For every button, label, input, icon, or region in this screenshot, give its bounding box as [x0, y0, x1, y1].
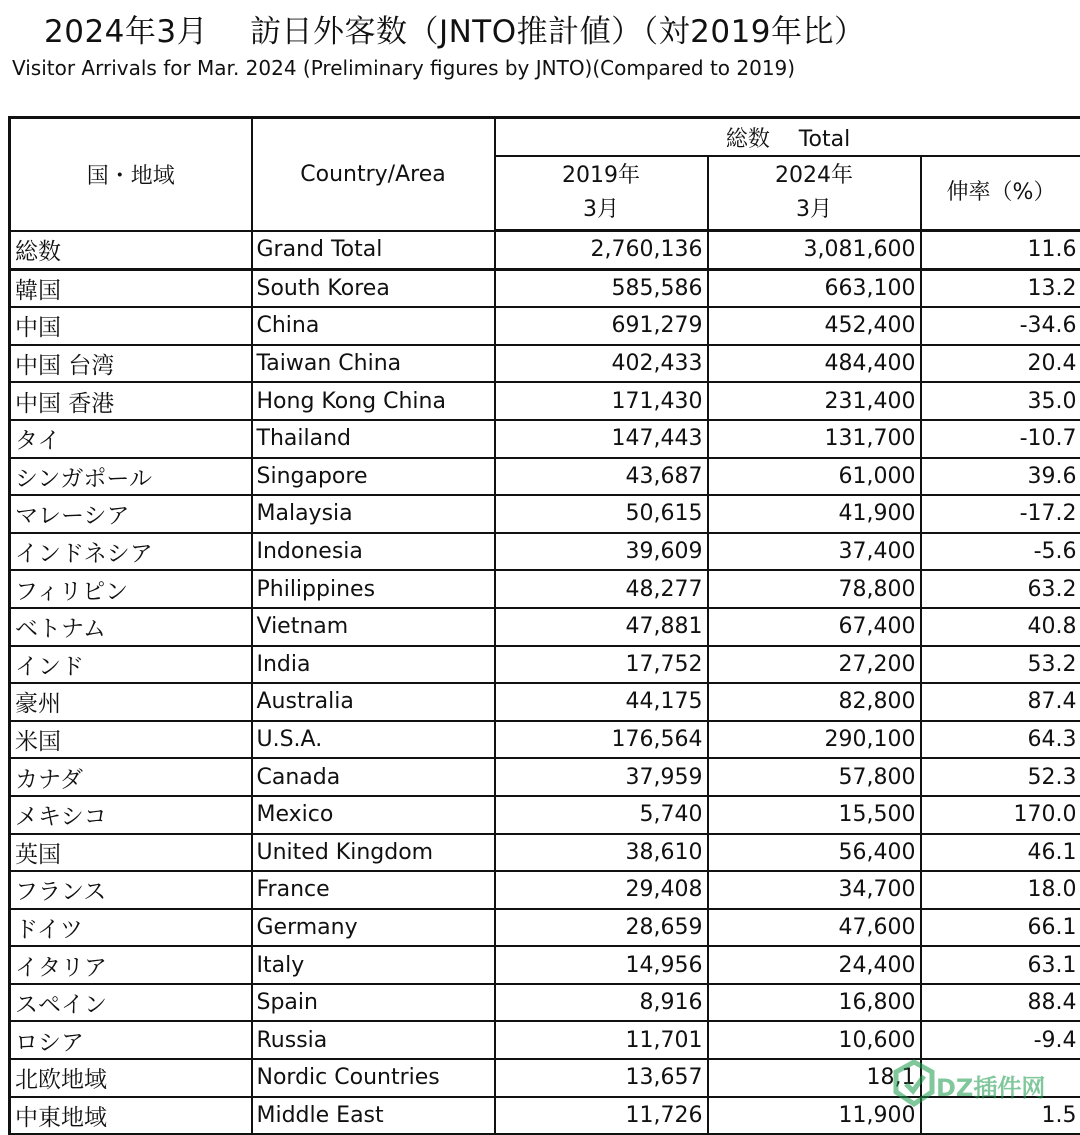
cell-2024-march: 231,400 [708, 382, 921, 420]
cell-country-ja: 中東地域 [10, 1097, 252, 1135]
table-row [10, 307, 1080, 345]
cell-country-ja: メキシコ [10, 796, 252, 834]
cell-2019-march: 8,916 [495, 984, 708, 1022]
cell-country-ja: マレーシア [10, 495, 252, 533]
cell-growth-rate: 53.2 [921, 646, 1080, 684]
cell-growth-rate: -9.4 [921, 1021, 1080, 1059]
cell-country-en: U.S.A. [252, 721, 495, 759]
table-row [10, 420, 1080, 458]
cell-2019-march: 176,564 [495, 721, 708, 759]
cell-2019-march: 691,279 [495, 307, 708, 345]
cell-2019-march: 11,726 [495, 1097, 708, 1135]
cell-2024-march: 663,100 [708, 269, 921, 307]
cell-country-en: France [252, 871, 495, 909]
cell-2019-march: 11,701 [495, 1021, 708, 1059]
table-row [10, 909, 1080, 947]
table-row [10, 269, 1080, 307]
cell-country-en: Spain [252, 984, 495, 1022]
cell-2024-march: 37,400 [708, 533, 921, 571]
cell-2024-march: 15,500 [708, 796, 921, 834]
cell-growth-rate: 88.4 [921, 984, 1080, 1022]
cell-2019-march: 43,687 [495, 458, 708, 496]
watermark-text: DZ插件网 [936, 1068, 1045, 1103]
cell-2019-march: 171,430 [495, 382, 708, 420]
table-row [10, 345, 1080, 383]
header-2019 [495, 156, 708, 231]
cell-2024-march: 290,100 [708, 721, 921, 759]
cell-2019-march: 39,609 [495, 533, 708, 571]
cell-country-en: Philippines [252, 570, 495, 608]
cell-country-ja: 総数 [10, 231, 252, 270]
table-row [10, 646, 1080, 684]
cell-country-ja: 米国 [10, 721, 252, 759]
cell-country-en: Singapore [252, 458, 495, 496]
cell-2019-march: 14,956 [495, 946, 708, 984]
cell-country-en: United Kingdom [252, 834, 495, 872]
table-row [10, 458, 1080, 496]
cell-2024-march: 3,081,600 [708, 231, 921, 270]
cell-2019-march: 47,881 [495, 608, 708, 646]
cell-country-en: Canada [252, 758, 495, 796]
table-row [10, 231, 1080, 270]
cell-country-ja: シンガポール [10, 458, 252, 496]
cell-2019-march: 17,752 [495, 646, 708, 684]
page-subtitle: Visitor Arrivals for Mar. 2024 (Preliminary figures by JNTO)(Compared to 2019) [12, 56, 795, 80]
table-row [10, 1021, 1080, 1059]
cell-country-en: Thailand [252, 420, 495, 458]
table-row [10, 871, 1080, 909]
cell-country-ja: カナダ [10, 758, 252, 796]
cell-2024-march: 47,600 [708, 909, 921, 947]
cell-country-en: Vietnam [252, 608, 495, 646]
cell-2024-march: 56,400 [708, 834, 921, 872]
cell-2019-march: 48,277 [495, 570, 708, 608]
cell-2024-march: 10,600 [708, 1021, 921, 1059]
header-2024-year: 2024年 [709, 159, 920, 193]
cell-country-ja: ロシア [10, 1021, 252, 1059]
cell-2019-march: 29,408 [495, 871, 708, 909]
cell-country-en: Grand Total [252, 231, 495, 270]
cell-2024-march: 11,900 [708, 1097, 921, 1135]
cell-growth-rate: 87.4 [921, 683, 1080, 721]
cell-growth-rate: 170.0 [921, 796, 1080, 834]
cell-2024-march: 484,400 [708, 345, 921, 383]
table-row [10, 382, 1080, 420]
cell-2019-march: 38,610 [495, 834, 708, 872]
cell-country-en: Italy [252, 946, 495, 984]
cell-2024-march: 41,900 [708, 495, 921, 533]
cell-2019-march: 2,760,136 [495, 231, 708, 270]
cell-country-en: Germany [252, 909, 495, 947]
cell-growth-rate: 64.3 [921, 721, 1080, 759]
cell-country-ja: フランス [10, 871, 252, 909]
cell-country-en: Australia [252, 683, 495, 721]
table-row [10, 721, 1080, 759]
cell-2019-march: 402,433 [495, 345, 708, 383]
watermark [892, 1058, 1072, 1118]
cell-country-en: Taiwan China [252, 345, 495, 383]
cell-growth-rate: 66.1 [921, 909, 1080, 947]
header-2019-month: 3月 [496, 193, 707, 227]
cell-country-ja: 中国 [10, 307, 252, 345]
cell-country-ja: 英国 [10, 834, 252, 872]
cell-2024-march: 452,400 [708, 307, 921, 345]
cell-country-en: Hong Kong China [252, 382, 495, 420]
table-row [10, 946, 1080, 984]
cell-growth-rate: 40.8 [921, 608, 1080, 646]
cell-growth-rate: 18.0 [921, 871, 1080, 909]
cell-growth-rate: 63.2 [921, 570, 1080, 608]
cell-growth-rate: 46.1 [921, 834, 1080, 872]
header-2019-year: 2019年 [496, 159, 707, 193]
cell-2019-march: 28,659 [495, 909, 708, 947]
table-row [10, 834, 1080, 872]
cell-country-ja: フィリピン [10, 570, 252, 608]
cell-2024-march: 131,700 [708, 420, 921, 458]
cell-2024-march: 27,200 [708, 646, 921, 684]
table-row [10, 533, 1080, 571]
cell-country-en: China [252, 307, 495, 345]
cell-2019-march: 37,959 [495, 758, 708, 796]
cell-growth-rate: -5.6 [921, 533, 1080, 571]
cell-country-ja: インドネシア [10, 533, 252, 571]
cell-country-ja: 豪州 [10, 683, 252, 721]
cell-country-ja: 北欧地域 [10, 1059, 252, 1097]
cell-growth-rate: -34.6 [921, 307, 1080, 345]
cell-country-ja: ドイツ [10, 909, 252, 947]
cell-growth-rate: 13.2 [921, 269, 1080, 307]
cell-country-ja: ベトナム [10, 608, 252, 646]
header-total-group: 総数 Total [495, 118, 1080, 157]
cell-growth-rate: 11.6 [921, 231, 1080, 270]
cell-country-en: Indonesia [252, 533, 495, 571]
table-row [10, 758, 1080, 796]
cell-growth-rate: 39.6 [921, 458, 1080, 496]
cell-2024-march: 18,1 [708, 1059, 921, 1097]
cell-2019-march: 5,740 [495, 796, 708, 834]
table-row [10, 984, 1080, 1022]
cell-country-ja: 中国 台湾 [10, 345, 252, 383]
cell-country-en: Malaysia [252, 495, 495, 533]
cell-growth-rate: 52.3 [921, 758, 1080, 796]
cell-2024-march: 24,400 [708, 946, 921, 984]
cell-2019-march: 147,443 [495, 420, 708, 458]
cell-2024-march: 34,700 [708, 871, 921, 909]
cell-growth-rate: 35.0 [921, 382, 1080, 420]
cell-2019-march: 13,657 [495, 1059, 708, 1097]
cell-country-ja: タイ [10, 420, 252, 458]
header-2024-month: 3月 [709, 193, 920, 227]
cell-2024-march: 67,400 [708, 608, 921, 646]
header-2024 [708, 156, 921, 231]
visitor-arrivals-table [8, 116, 1080, 1135]
cell-country-en: Middle East [252, 1097, 495, 1135]
cell-2024-march: 78,800 [708, 570, 921, 608]
table-row [10, 495, 1080, 533]
cell-2024-march: 61,000 [708, 458, 921, 496]
cell-growth-rate: -17.2 [921, 495, 1080, 533]
cell-country-ja: スペイン [10, 984, 252, 1022]
cell-country-en: India [252, 646, 495, 684]
header-growth-rate: 伸率（%） [921, 156, 1080, 231]
cell-2024-march: 82,800 [708, 683, 921, 721]
cell-2019-march: 585,586 [495, 269, 708, 307]
cell-growth-rate: 1.5 [921, 1097, 1080, 1135]
page-title: 2024年3月 訪日外客数（JNTO推計値）（対2019年比） [44, 6, 866, 51]
cell-2024-march: 16,800 [708, 984, 921, 1022]
cell-country-en: Nordic Countries [252, 1059, 495, 1097]
header-country-en: Country/Area [252, 118, 495, 231]
cell-2024-march: 57,800 [708, 758, 921, 796]
table-row [10, 608, 1080, 646]
cell-country-en: Mexico [252, 796, 495, 834]
cell-country-ja: イタリア [10, 946, 252, 984]
cell-2019-march: 50,615 [495, 495, 708, 533]
table-row [10, 796, 1080, 834]
cell-2019-march: 44,175 [495, 683, 708, 721]
table-row [10, 570, 1080, 608]
cell-growth-rate: 63.1 [921, 946, 1080, 984]
cell-country-ja: 韓国 [10, 269, 252, 307]
cell-country-en: South Korea [252, 269, 495, 307]
cell-country-ja: インド [10, 646, 252, 684]
header-country-ja: 国・地域 [10, 118, 252, 231]
cell-growth-rate: -10.7 [921, 420, 1080, 458]
table-row [10, 683, 1080, 721]
cell-growth-rate: 20.4 [921, 345, 1080, 383]
cell-country-en: Russia [252, 1021, 495, 1059]
table-body [10, 231, 1080, 1135]
cell-country-ja: 中国 香港 [10, 382, 252, 420]
watermark-logo-icon [892, 1058, 936, 1108]
